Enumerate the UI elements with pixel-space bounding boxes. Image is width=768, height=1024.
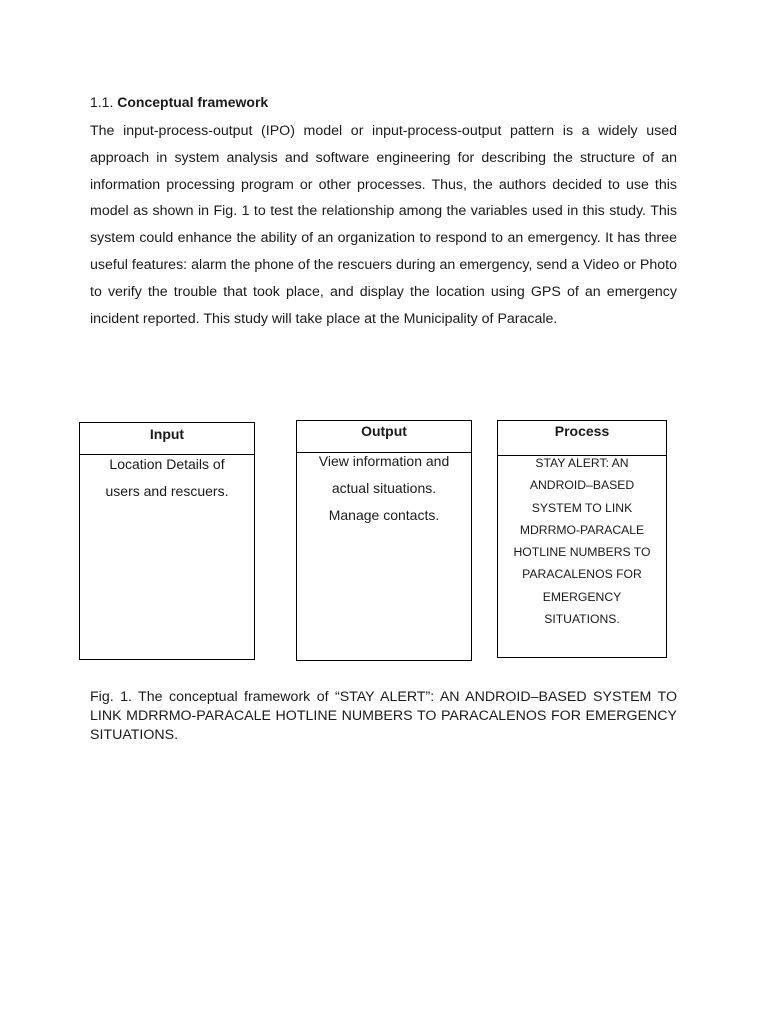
process-box-header: Process [498, 421, 666, 456]
section-title: Conceptual framework [117, 94, 269, 110]
process-box-body [498, 452, 666, 630]
output-box-header: Output [297, 421, 471, 453]
process-line: HOTLINE NUMBERS TO [513, 545, 651, 560]
input-line: users and rescuers. [105, 483, 229, 499]
output-line: View information and [318, 453, 450, 469]
process-line: MDRRMO-PARACALE [519, 522, 645, 537]
figure-caption: Fig. 1. The conceptual framework of “STAY ALERT”: AN ANDROID–BASED SYSTEM TO LINK MDRRMO-PARACALE HOTLINE NUMBERS TO PARACALENOS FOR EMERGENCY SITUATIONS. [90, 689, 677, 743]
section-heading [90, 93, 268, 111]
process-line: ANDROID–BASED [529, 478, 635, 493]
output-line: Manage contacts. [328, 507, 440, 523]
input-box-body [80, 451, 254, 505]
input-line: Location Details of [109, 456, 225, 472]
output-box-body [297, 448, 471, 529]
process-line: PARACALENOS FOR [522, 567, 642, 582]
process-line: SYSTEM TO LINK [531, 500, 633, 515]
output-line: actual situations. [331, 480, 437, 496]
section-number: 1.1. [90, 94, 114, 110]
process-line: SITUATIONS. [544, 612, 620, 627]
input-box [79, 422, 255, 660]
process-line: EMERGENCY [542, 589, 622, 604]
body-paragraph: The input-process-output (IPO) model or input-process-output pattern is a widely used approach in system analysis and software engineering for describing the structure of an information processing program or other processes. Thus, the authors decided to use this model as shown in Fig. 1 to test the relationship among the variables used in this study. This system could enhance the ability of an organization to respond to an emergency. It has three useful features: alarm the phone of the rescuers during an emergency, send a Video or Photo to verify the trouble that took place, and display the location using GPS of an emergency incident reported. This study will take place at the Municipality of Paracale. [90, 123, 677, 327]
input-box-header: Input [80, 423, 254, 455]
output-box [296, 420, 472, 661]
process-box [497, 420, 667, 658]
process-line: STAY ALERT: AN [535, 456, 629, 470]
